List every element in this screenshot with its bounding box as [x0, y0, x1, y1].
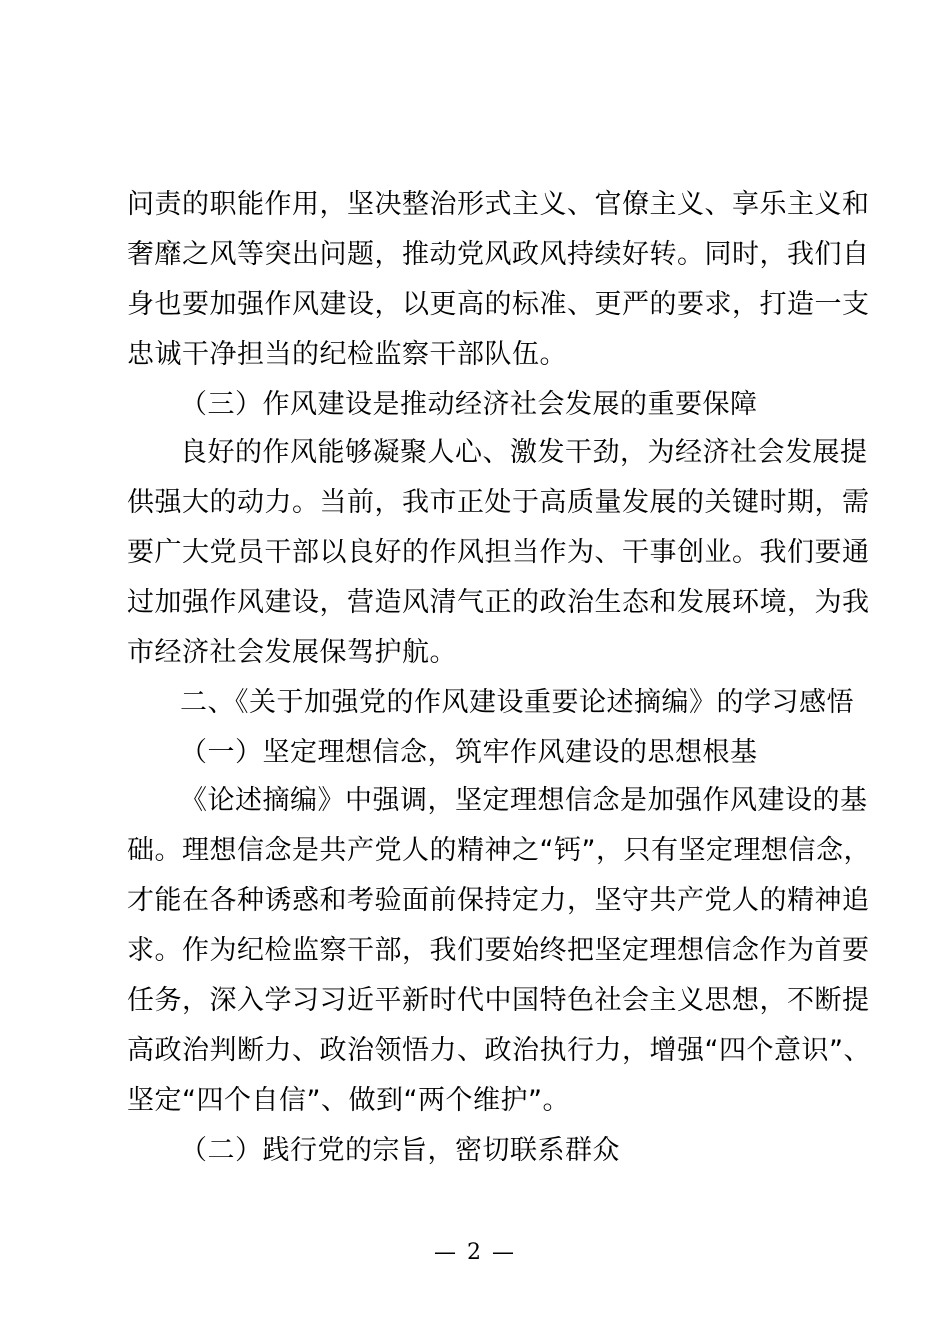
paragraph-line: 坚定“四个自信”、做到“两个维护”。 — [127, 1085, 570, 1116]
paragraph-line: 《论述摘编》中强调，坚定理想信念是加强作风建设的基 — [180, 785, 868, 816]
paragraph-line: 求。作为纪检监察干部，我们要始终把坚定理想信念作为首要 — [127, 935, 870, 966]
paragraph-line: 供强大的动力。当前，我市正处于高质量发展的关键时期，需 — [127, 487, 870, 518]
paragraph-line: 要广大党员干部以良好的作风担当作为、干事创业。我们要通 — [127, 537, 870, 568]
paragraph-line: 任务，深入学习习近平新时代中国特色社会主义思想，不断提 — [127, 985, 870, 1016]
paragraph-line: 高政治判断力、政治领悟力、政治执行力，增强“四个意识”、 — [127, 1035, 871, 1066]
page-number: — 2 — — [434, 1240, 516, 1265]
section-heading: （一）坚定理想信念，筑牢作风建设的思想根基 — [180, 737, 758, 768]
paragraph-line: 良好的作风能够凝聚人心、激发干劲，为经济社会发展提 — [180, 437, 868, 468]
paragraph-line: 身也要加强作风建设，以更高的标准、更严的要求，打造一支 — [127, 289, 870, 320]
paragraph-line: 奢靡之风等突出问题，推动党风政风持续好转。同时，我们自 — [127, 239, 870, 270]
paragraph-line: 忠诚干净担当的纪检监察干部队伍。 — [127, 339, 567, 370]
paragraph-line: 问责的职能作用，坚决整治形式主义、官僚主义、享乐主义和 — [127, 189, 870, 220]
chapter-heading: 二、《关于加强党的作风建设重要论述摘编》的学习感悟 — [180, 687, 854, 718]
section-heading: （三）作风建设是推动经济社会发展的重要保障 — [180, 389, 758, 420]
paragraph-line: 市经济社会发展保驾护航。 — [127, 637, 457, 668]
paragraph-line: 过加强作风建设，营造风清气正的政治生态和发展环境，为我 — [127, 587, 870, 618]
paragraph-line: 础。理想信念是共产党人的精神之“钙”，只有坚定理想信念， — [127, 835, 871, 866]
paragraph-line: 才能在各种诱惑和考验面前保持定力，坚守共产党人的精神追 — [127, 885, 870, 916]
section-heading: （二）践行党的宗旨，密切联系群众 — [180, 1135, 620, 1166]
